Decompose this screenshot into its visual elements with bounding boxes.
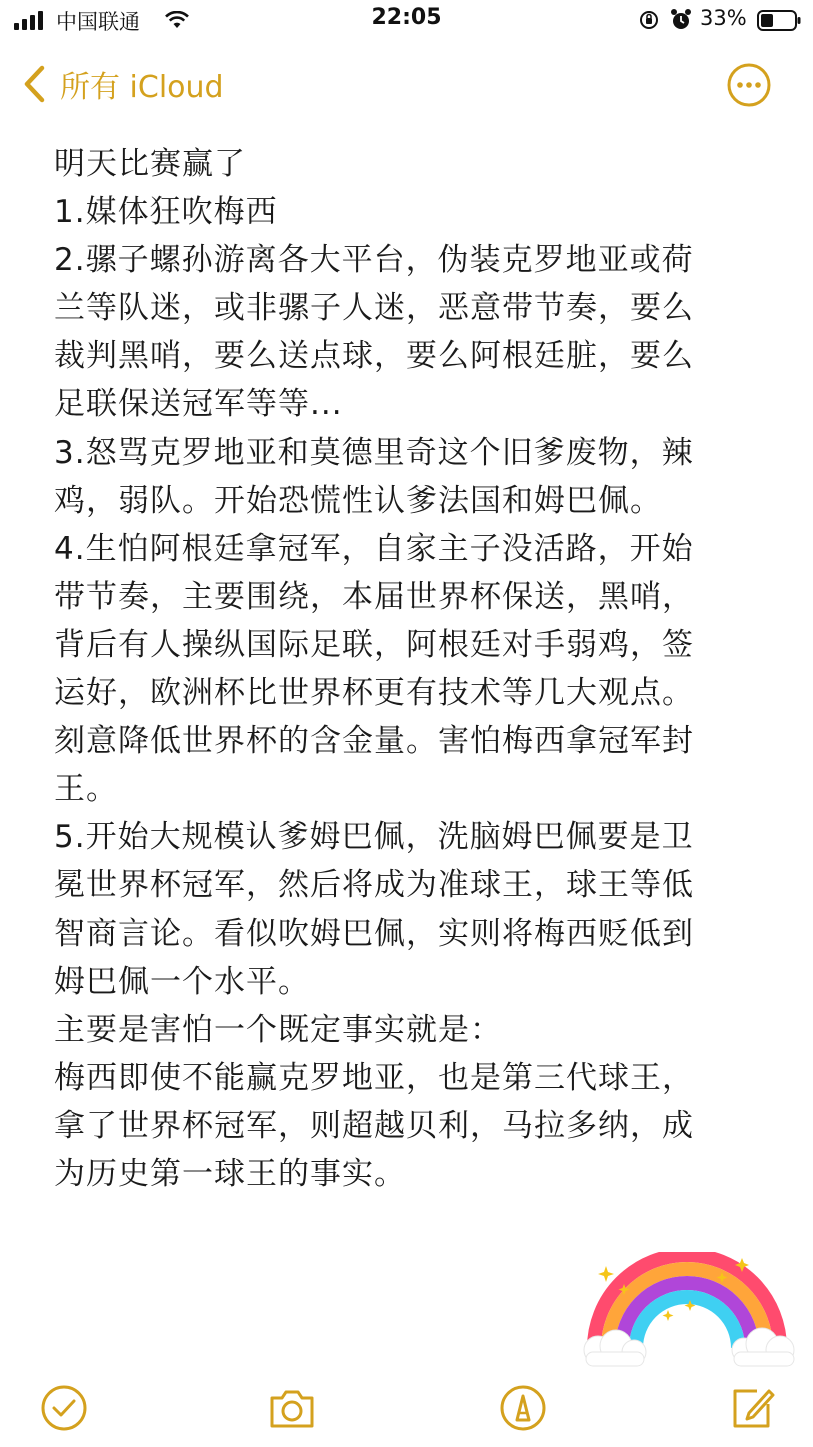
carrier-label: 中国联通: [56, 10, 140, 34]
note-line: 智商言论。看似吹姆巴佩，实则将梅西贬低到: [54, 915, 694, 952]
note-line: 为历史第一球王的事实。: [54, 1155, 406, 1192]
back-label: 所有 iCloud: [60, 70, 224, 105]
note-line: 梅西即使不能赢克罗地亚，也是第三代球王，: [54, 1059, 694, 1096]
note-line: 带节奏，主要围绕，本届世界杯保送，黑哨，: [54, 578, 694, 615]
more-circle-icon[interactable]: [726, 62, 772, 108]
note-line: 拿了世界杯冠军，则超越贝利，马拉多纳，成: [54, 1107, 694, 1144]
battery-percent: 33%: [700, 6, 747, 30]
note-line: 兰等队迷，或非骡子人迷，恶意带节奏，要么: [54, 290, 694, 327]
note-line: 背后有人操纵国际足联，阿根廷对手弱鸡，签: [54, 626, 694, 663]
note-line: 主要是害怕一个既定事实就是：: [54, 1011, 502, 1048]
note-line: 刻意降低世界杯的含金量。害怕梅西拿冠军封: [54, 723, 694, 760]
chevron-left-icon: [22, 65, 46, 103]
note-line: 足联保送冠军等等...: [54, 386, 343, 423]
note-line: 4.生怕阿根廷拿冠军，自家主子没活路，开始: [54, 530, 694, 567]
camera-icon[interactable]: [266, 1382, 318, 1434]
checkmark-circle-icon[interactable]: [38, 1382, 90, 1434]
pen-circle-icon[interactable]: [497, 1382, 549, 1434]
bottom-toolbar: [0, 1378, 813, 1438]
note-line: 2.骡子螺孙游离各大平台，伪装克罗地亚或荷: [54, 242, 694, 279]
orientation-lock-icon: [638, 9, 660, 31]
note-line: 运好，欧洲杯比世界杯更有技术等几大观点。: [54, 675, 694, 712]
note-line: 鸡，弱队。开始恐慌性认爹法国和姆巴佩。: [54, 482, 662, 519]
compose-icon[interactable]: [727, 1382, 779, 1434]
alarm-icon: [670, 8, 692, 32]
note-line: 冕世界杯冠军，然后将成为准球王，球王等低: [54, 867, 694, 904]
note-line: 王。: [54, 771, 118, 808]
note-line: 3.怒骂克罗地亚和莫德里奇这个旧爹废物，辣: [54, 434, 694, 471]
rainbow-sticker-icon: [572, 1252, 802, 1372]
note-line: 明天比赛赢了: [54, 146, 246, 182]
note-line: 裁判黑哨，要么送点球，要么阿根廷脏，要么: [54, 338, 694, 375]
note-line: 5.开始大规模认爹姆巴佩，洗脑姆巴佩要是卫: [54, 819, 694, 856]
nav-bar: [0, 52, 813, 116]
clock: 22:05: [371, 5, 442, 30]
battery-icon: [757, 10, 801, 31]
back-button[interactable]: [22, 64, 224, 104]
note-body[interactable]: [54, 140, 754, 1198]
note-line: 1.媒体狂吹梅西: [54, 194, 278, 231]
note-line: 姆巴佩一个水平。: [54, 963, 310, 1000]
status-bar: [0, 0, 813, 42]
